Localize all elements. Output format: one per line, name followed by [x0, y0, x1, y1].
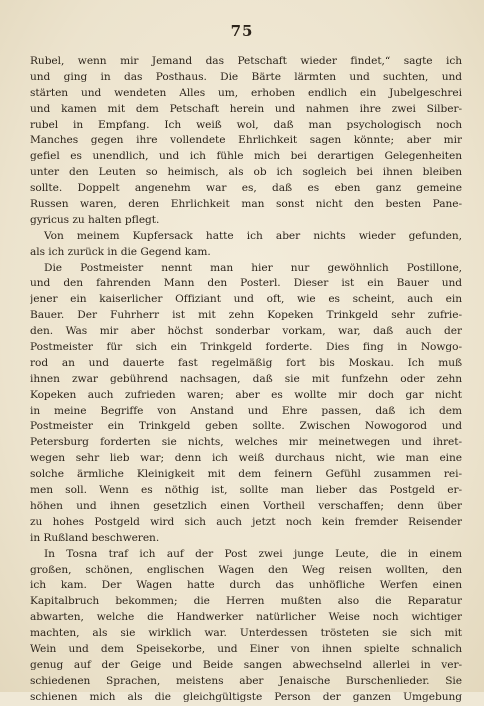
text-line: machten, als sie wirklich war. Unterdessen trösteten sie sich mit	[30, 627, 462, 640]
text-line: zu hohes Postgeld wird sich auch jetzt noch kein fremder Reisender	[30, 515, 462, 528]
text-line: schiedenen Sprachen, meistens aber Jenaische Burschenlieder. Sie	[30, 674, 462, 687]
text-line: Rubel, wenn mir Jemand das Petschaft wieder findet,“ sagte ich	[30, 55, 462, 67]
text-line: Postmeister ein Trinkgeld geben sollte. Zwischen Nowogorod und	[30, 420, 462, 433]
text-line: gyricus zu halten pflegt.	[30, 213, 160, 226]
text-line: Bauer. Der Fuhrherr ist mit zehn Kopeken Trinkgeld sehr zufrie-	[30, 309, 462, 322]
text-line: sollte. Doppelt angenehm war es, daß es eben ganz gemeine	[30, 182, 462, 195]
text-line: wegen sehr lieb war; denn ich weiß durchaus nicht, wie man eine	[30, 452, 462, 465]
text-line: und ging in das Posthaus. Die Bärte lärmten und suchten, und	[30, 70, 462, 83]
text-line: ihnen zwar gebührend nachsagen, daß sie mit funfzehn oder zehn	[30, 372, 462, 385]
text-line: Wein und dem Speisekorbe, und Einer von ihnen spielte schnalich	[30, 642, 462, 655]
text-line: in Rußland beschweren.	[30, 531, 160, 544]
text-line: ich kam. Der Wagen hatte durch das unhöfliche Werfen einen	[30, 579, 462, 592]
text-line: Kopeken auch zufrieden waren; aber es wollte mir doch gar nicht	[30, 388, 462, 401]
text-line: unter den Leuten so heimisch, als ob ich sogleich bei ihnen bleiben	[30, 166, 462, 179]
text-line: und kamen mit dem Petschaft herein und nahmen ihre zwei Silber-	[30, 102, 462, 115]
text-line: Kapitalbruch bekommen; die Herren mußten also die Reparatur	[30, 595, 462, 608]
text-line: und den fahrenden Mann den Posterl. Dieser ist ein Bauer und	[30, 277, 462, 290]
text-line: in meine Begriffe von Anstand und Ehre passen, daß ich dem	[30, 404, 462, 417]
text-line: Von meinem Kupfersack hatte ich aber nichts wieder gefunden,	[44, 229, 462, 242]
text-line: Petersburg forderten sie nichts, welches mir meinetwegen und ihret-	[30, 436, 462, 449]
text-line: rod an und dauerte fast regelmäßig fort bis Moskau. Ich muß	[30, 356, 462, 369]
text-line: Manches gegen ihre vollendete Ehrlichkeit sagen könnte; aber mir	[30, 134, 462, 147]
text-line: genug auf der Geige und Beide sangen abwechselnd allerlei in ver-	[30, 658, 462, 671]
text-line: jener ein kaiserlicher Offiziant und oft, wie es scheint, auch ein	[30, 293, 462, 306]
text-line: gefiel es unendlich, und ich fühle mich bei derartigen Gelegenheiten	[30, 150, 462, 163]
page-number: 75	[230, 22, 254, 40]
text-line: Postmeister für sich ein Trinkgeld forderte. Dies fing in Nowgo-	[30, 341, 462, 354]
text-line: men soll. Wenn es nöthig ist, sollte man lieber das Postgeld er-	[30, 484, 462, 497]
text-line: höhen und ihnen gesetzlich einen Vortheil verschaffen; denn über	[30, 499, 462, 512]
text-line: rubel in Empfang. Ich weiß wol, daß man psychologisch noch	[30, 118, 462, 131]
text-line: als ich zurück in die Gegend kam.	[30, 245, 211, 258]
text-line: abwarten, welche die Handwerker natürlicher Weise noch wichtiger	[30, 611, 462, 624]
body-text	[30, 54, 462, 706]
text-line: In Tosna traf ich auf der Post zwei junge Leute, die in einem	[44, 547, 462, 560]
text-line: stärten und wendeten Alles um, erhoben endlich ein Jubelgeschrei	[30, 86, 462, 99]
text-line: Russen waren, deren Ehrlichkeit man sonst nicht den besten Pane-	[30, 198, 462, 211]
text-line: großen, schönen, englischen Wagen den Weg reisen wollten, den	[30, 563, 462, 576]
text-line: Die Postmeister nennt man hier nur gewöhnlich Postillone,	[44, 261, 462, 274]
text-line: den. Was mir aber höchst sonderbar vorkam, war, daß auch der	[30, 325, 462, 338]
text-line: schienen mich als die gleichgültigste Person der ganzen Umgebung	[30, 690, 462, 703]
text-line: solche ärmliche Kleinigkeit mit dem feinern Gefühl zusammen rei-	[30, 468, 462, 481]
